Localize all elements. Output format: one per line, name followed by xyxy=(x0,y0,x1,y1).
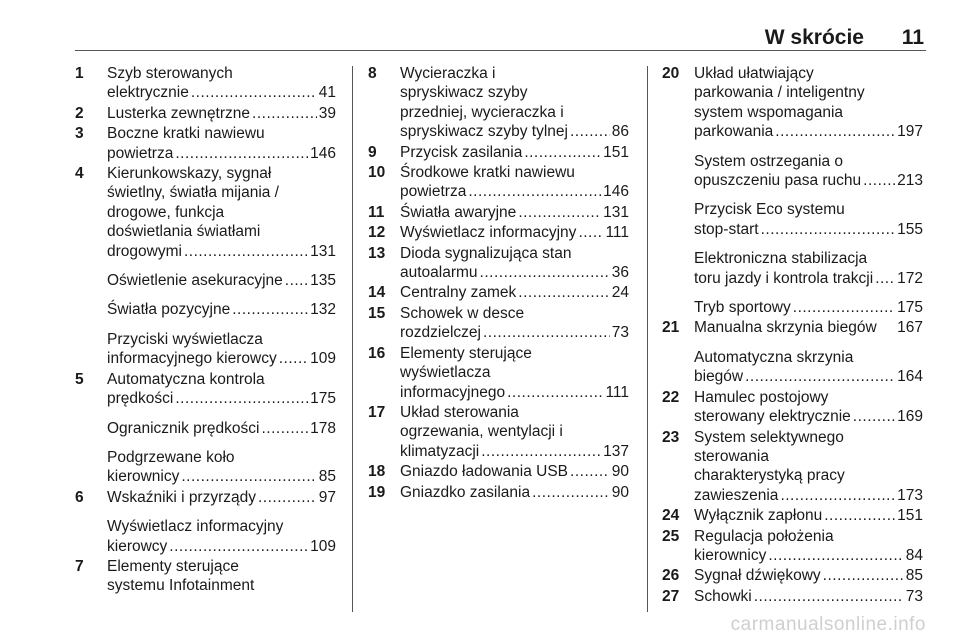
index-entry[interactable] xyxy=(368,344,629,402)
entry-label: Manualna skrzynia biegów xyxy=(694,319,877,337)
entry-label: Światła awaryjne xyxy=(400,203,517,221)
index-entry[interactable] xyxy=(368,163,629,202)
entry-page-number: 36 xyxy=(611,264,629,282)
entry-body xyxy=(107,64,336,103)
entry-number: 14 xyxy=(368,284,386,302)
entry-page-number: 109 xyxy=(310,350,336,368)
entry-body xyxy=(400,462,629,481)
entry-number: 7 xyxy=(75,557,84,575)
entry-label: Centralny zamek xyxy=(400,284,517,302)
entry-label: rozdzielczej xyxy=(400,324,481,342)
entry-number: 24 xyxy=(662,507,680,525)
entry-page-number: 90 xyxy=(611,483,629,501)
entry-page-number: 197 xyxy=(897,123,923,141)
entry-number: 9 xyxy=(368,143,377,161)
entry-body xyxy=(694,527,923,566)
index-entry[interactable] xyxy=(368,403,629,461)
page-header xyxy=(75,22,926,50)
entry-body xyxy=(107,271,336,290)
entry-title-line xyxy=(694,407,923,426)
entry-label: Lusterka zewnętrzne xyxy=(107,104,251,122)
entry-body xyxy=(107,370,336,409)
entry-body xyxy=(400,344,629,402)
entry-page-number: 132 xyxy=(310,301,336,319)
entry-text-line: Schowek w desce xyxy=(400,304,525,322)
index-entry[interactable] xyxy=(662,506,923,525)
entry-title-line xyxy=(694,546,923,565)
index-entry[interactable] xyxy=(75,488,336,507)
index-entry[interactable] xyxy=(75,64,336,103)
entry-title-line xyxy=(400,182,629,201)
entry-label: elektrycznie xyxy=(107,84,189,102)
entry-title-line xyxy=(694,122,923,141)
column-divider-2 xyxy=(647,66,648,612)
entry-title-line xyxy=(107,242,336,261)
entry-page-number: 213 xyxy=(897,172,923,190)
entry-title-line xyxy=(400,462,629,481)
index-entry[interactable] xyxy=(368,64,629,142)
entry-label: Przycisk zasilania xyxy=(400,143,523,161)
index-column-1 xyxy=(75,64,336,597)
entry-body xyxy=(107,419,336,438)
index-entry[interactable] xyxy=(662,200,923,239)
dot-leader xyxy=(863,171,895,190)
entry-text-line: drogowe, funkcja xyxy=(107,203,225,221)
entry-text-line: Boczne kratki nawiewu xyxy=(107,125,265,143)
entry-text-line: Wycieraczka i xyxy=(400,65,496,82)
entry-title-line xyxy=(107,349,336,368)
entry-page-number: 169 xyxy=(897,408,923,426)
entry-text-line: Regulacja położenia xyxy=(694,527,834,545)
entry-title-line xyxy=(694,171,923,190)
dot-leader xyxy=(480,263,610,282)
dot-leader xyxy=(279,349,308,368)
index-entry[interactable] xyxy=(662,318,923,337)
entry-text-line: Układ ułatwiający xyxy=(694,65,814,82)
entry-text-line: Podgrzewane koło xyxy=(107,448,235,466)
entry-page-number: 151 xyxy=(897,507,923,525)
entry-page-number: 155 xyxy=(897,220,923,238)
entry-page-number: 151 xyxy=(603,143,629,161)
entry-label: informacyjnego kierowcy xyxy=(107,350,277,368)
index-column-2 xyxy=(368,64,629,503)
entry-text-line: Środkowe kratki nawiewu xyxy=(400,164,575,182)
entry-title-line xyxy=(694,506,923,525)
entry-page-number: 41 xyxy=(318,84,336,102)
entry-text-line: Wyświetlacz informacyjny xyxy=(107,518,284,536)
entry-label: powietrza xyxy=(107,144,174,162)
entry-page-number: 111 xyxy=(605,224,629,242)
entry-title-line xyxy=(107,104,336,123)
entry-page-number: 167 xyxy=(897,319,923,337)
entry-label: prędkości xyxy=(107,390,174,408)
entry-label: spryskiwacz szyby tylnej xyxy=(400,123,568,141)
index-entry[interactable] xyxy=(75,330,336,369)
dot-leader xyxy=(754,587,904,606)
entry-body xyxy=(400,143,629,162)
entry-text-line: system wspomagania xyxy=(694,103,844,121)
dot-leader xyxy=(258,488,317,507)
entry-body xyxy=(694,348,923,387)
entry-label: Sygnał dźwiękowy xyxy=(694,567,821,585)
entry-title-line xyxy=(107,271,336,290)
entry-page-number: 39 xyxy=(318,104,336,122)
entry-text-line: Kierunkowskazy, sygnał xyxy=(107,165,272,183)
entry-label: parkowania xyxy=(694,123,774,141)
entry-number: 23 xyxy=(662,428,680,446)
index-entry[interactable] xyxy=(75,300,336,319)
dot-leader xyxy=(169,537,308,556)
entry-body xyxy=(400,244,629,283)
entry-label: Tryb sportowy xyxy=(694,299,791,317)
entry-page-number: 90 xyxy=(611,463,629,481)
entry-page-number: 109 xyxy=(310,537,336,555)
entry-body xyxy=(694,388,923,427)
index-entry[interactable] xyxy=(75,104,336,123)
entry-title-line xyxy=(400,223,629,242)
dot-leader xyxy=(252,104,317,123)
index-entry[interactable] xyxy=(662,388,923,427)
entry-body xyxy=(694,249,923,288)
dot-leader xyxy=(824,506,895,525)
entry-body xyxy=(107,517,336,556)
entry-page-number: 84 xyxy=(905,546,923,564)
entry-label: Oświetlenie asekuracyjne xyxy=(107,272,283,290)
entry-label: opuszczeniu pasa ruchu xyxy=(694,172,862,190)
entry-number: 16 xyxy=(368,344,386,362)
entry-page-number: 175 xyxy=(310,390,336,408)
entry-title-line xyxy=(400,283,629,302)
entry-title-line xyxy=(107,144,336,163)
entry-text-line: systemu Infotainment xyxy=(107,577,255,595)
dot-leader xyxy=(507,383,603,402)
entry-body xyxy=(107,300,336,319)
dot-leader xyxy=(532,483,610,502)
entry-title-line xyxy=(400,143,629,162)
entry-body xyxy=(694,506,923,525)
entry-text-line: parkowania / inteligentny xyxy=(694,84,865,102)
dot-leader xyxy=(524,143,601,162)
entry-title-line xyxy=(400,483,629,502)
index-entry[interactable] xyxy=(662,152,923,191)
index-entry[interactable] xyxy=(662,348,923,387)
dot-leader xyxy=(261,419,308,438)
entry-label: klimatyzacji xyxy=(400,442,480,460)
entry-number: 19 xyxy=(368,483,386,501)
index-entry[interactable] xyxy=(662,428,923,506)
index-entry[interactable] xyxy=(368,304,629,343)
page-number: 11 xyxy=(901,26,924,49)
dot-leader xyxy=(468,182,601,201)
entry-page-number: 146 xyxy=(310,144,336,162)
entry-page-number: 85 xyxy=(318,468,336,486)
dot-leader xyxy=(175,389,308,408)
entry-text-line: sterowania xyxy=(694,447,769,465)
index-entry[interactable] xyxy=(662,298,923,317)
entry-title-line xyxy=(694,318,923,337)
entry-text-line: Elementy sterujące xyxy=(400,344,532,362)
entry-text-line: Automatyczna skrzynia xyxy=(694,348,854,366)
entry-label: zawieszenia xyxy=(694,486,779,504)
entry-body xyxy=(694,298,923,317)
entry-title-line xyxy=(107,419,336,438)
entry-text-line: Przycisk Eco systemu xyxy=(694,201,845,219)
entry-body xyxy=(694,64,923,142)
entry-body xyxy=(107,124,336,163)
index-entry[interactable] xyxy=(75,370,336,409)
entry-title-line xyxy=(400,203,629,222)
dot-leader xyxy=(853,407,895,426)
index-entry[interactable] xyxy=(75,419,336,438)
entry-title-line xyxy=(694,298,923,317)
dot-leader xyxy=(823,566,904,585)
entry-title-line xyxy=(400,383,629,402)
entry-body xyxy=(400,403,629,461)
entry-page-number: 131 xyxy=(603,203,629,221)
dot-leader xyxy=(518,283,609,302)
entry-number: 1 xyxy=(75,65,84,82)
dot-leader xyxy=(518,203,601,222)
entry-body xyxy=(694,587,923,606)
dot-leader xyxy=(481,442,601,461)
index-entry[interactable] xyxy=(368,223,629,242)
entry-text-line: Elementy sterujące xyxy=(107,557,239,575)
dot-leader xyxy=(570,122,610,141)
entry-label: Światła pozycyjne xyxy=(107,301,231,319)
dot-leader xyxy=(232,300,308,319)
entry-body xyxy=(694,566,923,585)
entry-number: 18 xyxy=(368,463,386,481)
dot-leader xyxy=(875,269,895,288)
entry-page-number: 172 xyxy=(897,269,923,287)
entry-number: 10 xyxy=(368,164,386,182)
dot-leader xyxy=(775,122,895,141)
entry-text-line: wyświetlacza xyxy=(400,364,491,382)
entry-title-line xyxy=(694,566,923,585)
dot-leader xyxy=(570,462,610,481)
entry-label: drogowymi xyxy=(107,242,182,260)
entry-body xyxy=(400,163,629,202)
index-entry[interactable] xyxy=(368,143,629,162)
entry-label: Schowki xyxy=(694,587,752,605)
column-divider-1 xyxy=(352,66,353,612)
entry-label: stop-start xyxy=(694,220,759,238)
entry-number: 2 xyxy=(75,104,84,122)
entry-body xyxy=(107,488,336,507)
dot-leader xyxy=(191,83,317,102)
entry-text-line: Hamulec postojowy xyxy=(694,388,829,406)
entry-title-line xyxy=(694,367,923,386)
entry-title-line xyxy=(400,442,629,461)
watermark: carmanualsonline.info xyxy=(730,614,926,635)
entry-number: 8 xyxy=(368,65,377,82)
entry-label: Gniazdko zasilania xyxy=(400,483,531,501)
index-entry[interactable] xyxy=(75,124,336,163)
entry-page-number: 135 xyxy=(310,272,336,290)
entry-title-line xyxy=(107,467,336,486)
entry-page-number: 97 xyxy=(318,488,336,506)
header-divider xyxy=(75,50,926,51)
section-title: W skrócie xyxy=(764,26,864,49)
entry-number: 3 xyxy=(75,125,84,143)
entry-body xyxy=(107,557,336,596)
entry-page-number: 24 xyxy=(611,284,629,302)
entry-text-line: doświetlania światłami xyxy=(107,223,261,241)
entry-body xyxy=(400,203,629,222)
entry-number: 12 xyxy=(368,224,386,242)
entry-label: kierownicy xyxy=(694,546,767,564)
entry-title-line xyxy=(694,587,923,606)
entry-label: Gniazdo ładowania USB xyxy=(400,463,569,481)
entry-text-line: Układ sterowania xyxy=(400,403,519,421)
dot-leader xyxy=(745,367,895,386)
entry-page-number: 178 xyxy=(310,419,336,437)
entry-label: kierownicy xyxy=(107,468,180,486)
dot-leader xyxy=(768,546,903,565)
dot-leader xyxy=(793,298,895,317)
entry-page-number: 164 xyxy=(897,368,923,386)
entry-body xyxy=(694,200,923,239)
index-entry[interactable] xyxy=(368,483,629,502)
entry-page-number: 173 xyxy=(897,486,923,504)
entry-title-line xyxy=(107,83,336,102)
entry-body xyxy=(694,318,923,337)
entry-page-number: 146 xyxy=(603,183,629,201)
index-entry[interactable] xyxy=(368,244,629,283)
entry-label: biegów xyxy=(694,368,744,386)
entry-page-number: 111 xyxy=(605,383,629,401)
entry-number: 25 xyxy=(662,527,680,545)
entry-text-line: Szyb sterowanych xyxy=(107,65,233,82)
index-entry[interactable] xyxy=(75,557,336,596)
dot-leader xyxy=(578,223,603,242)
entry-text-line: Dioda sygnalizująca stan xyxy=(400,244,572,262)
entry-text-line: System ostrzegania o xyxy=(694,152,844,170)
entry-text-line: przedniej, wycieraczka i xyxy=(400,103,564,121)
entry-body xyxy=(400,64,629,142)
entry-number: 27 xyxy=(662,587,680,605)
entry-number: 5 xyxy=(75,370,84,388)
entry-page-number: 86 xyxy=(611,123,629,141)
entry-number: 20 xyxy=(662,65,680,82)
index-entry[interactable] xyxy=(75,164,336,261)
entry-title-line xyxy=(107,537,336,556)
entry-page-number: 131 xyxy=(310,242,336,260)
entry-title-line xyxy=(694,220,923,239)
entry-label: toru jazdy i kontrola trakcji xyxy=(694,269,874,287)
index-entry[interactable] xyxy=(368,283,629,302)
entry-body xyxy=(694,152,923,191)
entry-number: 6 xyxy=(75,488,84,506)
entry-number: 13 xyxy=(368,244,386,262)
entry-text-line: Elektroniczna stabilizacja xyxy=(694,250,868,268)
entry-page-number: 73 xyxy=(905,587,923,605)
index-entry[interactable] xyxy=(368,203,629,222)
entry-body xyxy=(107,104,336,123)
entry-page-number: 73 xyxy=(611,324,629,342)
index-entry[interactable] xyxy=(75,448,336,487)
dot-leader xyxy=(483,323,610,342)
entry-body xyxy=(400,223,629,242)
index-entry[interactable] xyxy=(662,527,923,566)
entry-title-line xyxy=(400,263,629,282)
index-column-3 xyxy=(662,64,923,607)
dot-leader xyxy=(761,220,896,239)
entry-body xyxy=(694,428,923,506)
entry-body xyxy=(400,283,629,302)
entry-label: autoalarmu xyxy=(400,264,478,282)
entry-body xyxy=(107,330,336,369)
entry-number: 21 xyxy=(662,319,680,337)
entry-page-number: 137 xyxy=(603,442,629,460)
dot-leader xyxy=(181,467,316,486)
entry-number: 11 xyxy=(368,203,385,221)
entry-title-line xyxy=(694,269,923,288)
entry-number: 22 xyxy=(662,388,680,406)
entry-title-line xyxy=(400,122,629,141)
index-entry[interactable] xyxy=(368,462,629,481)
entry-number: 17 xyxy=(368,403,386,421)
dot-leader xyxy=(780,486,895,505)
entry-text-line: Automatyczna kontrola xyxy=(107,370,265,388)
index-entry[interactable] xyxy=(662,64,923,142)
entry-text-line: Przyciski wyświetlacza xyxy=(107,330,263,348)
index-entry[interactable] xyxy=(75,517,336,556)
entry-text-line: ogrzewania, wentylacji i xyxy=(400,423,563,441)
entry-label: Wskaźniki i przyrządy xyxy=(107,488,256,506)
index-entry[interactable] xyxy=(75,271,336,290)
index-entry[interactable] xyxy=(662,587,923,606)
entry-text-line: spryskiwacz szyby xyxy=(400,84,528,102)
entry-body xyxy=(400,304,629,343)
entry-label: Wyłącznik zapłonu xyxy=(694,507,823,525)
entry-title-line xyxy=(107,300,336,319)
index-entry[interactable] xyxy=(662,566,923,585)
dot-leader xyxy=(184,242,308,261)
entry-title-line xyxy=(107,389,336,408)
entry-number: 4 xyxy=(75,165,84,183)
entry-title-line xyxy=(400,323,629,342)
entry-body xyxy=(400,483,629,502)
entry-text-line: System selektywnego xyxy=(694,428,844,446)
entry-number: 15 xyxy=(368,304,386,322)
entry-label: informacyjnego xyxy=(400,383,506,401)
entry-body xyxy=(107,164,336,261)
dot-leader xyxy=(285,271,308,290)
entry-label: kierowcy xyxy=(107,537,168,555)
entry-title-line xyxy=(694,486,923,505)
entry-page-number: 175 xyxy=(897,299,923,317)
entry-page-number: 85 xyxy=(905,567,923,585)
dot-leader xyxy=(175,144,308,163)
entry-body xyxy=(107,448,336,487)
entry-number: 26 xyxy=(662,567,680,585)
entry-label: powietrza xyxy=(400,183,467,201)
entry-text-line: charakterystyką pracy xyxy=(694,467,845,485)
entry-title-line xyxy=(107,488,336,507)
index-entry[interactable] xyxy=(662,249,923,288)
entry-text-line: świetlny, światła mijania / xyxy=(107,184,279,202)
entry-label: Wyświetlacz informacyjny xyxy=(400,224,577,242)
entry-label: Ogranicznik prędkości xyxy=(107,419,260,437)
entry-label: sterowany elektrycznie xyxy=(694,408,851,426)
